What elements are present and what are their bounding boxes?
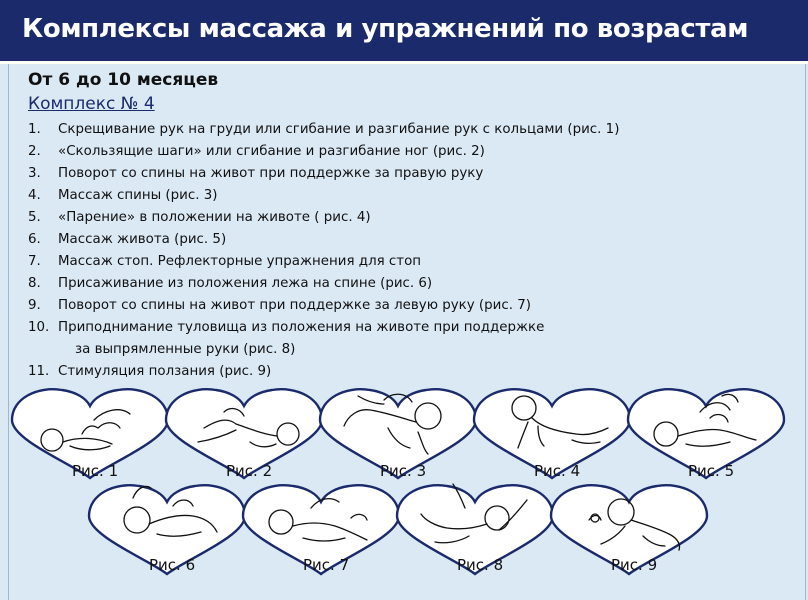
figure-label: Рис. 8 — [457, 556, 504, 574]
complex-heading: Комплекс № 4 — [28, 94, 155, 114]
item-number: 11. — [28, 364, 50, 379]
item-number: 7. — [28, 254, 41, 269]
age-range-heading: От 6 до 10 месяцев — [28, 70, 219, 90]
figure-label: Рис. 2 — [226, 462, 273, 480]
figure-9-heart — [551, 485, 707, 574]
item-number: 4. — [28, 188, 41, 203]
figure-1-heart — [12, 389, 168, 480]
figure-label: Рис. 5 — [688, 462, 735, 480]
item-text: «Скользящие шаги» или сгибание и разгибание ног (рис. 2) — [58, 144, 485, 159]
item-number: 2. — [28, 144, 41, 159]
item-text-continued: за выпрямленные руки (рис. 8) — [75, 342, 296, 357]
figure-7-heart — [243, 485, 399, 574]
figure-3-heart — [320, 389, 476, 480]
item-number: 5. — [28, 210, 41, 225]
item-text: Приподнимание туловища из положения на животе при поддержке — [58, 320, 545, 335]
figure-label: Рис. 4 — [534, 462, 581, 480]
item-text: Скрещивание рук на груди или сгибание и разгибание рук с кольцами (рис. 1) — [58, 122, 620, 137]
figure-2-heart — [166, 389, 322, 480]
item-number: 8. — [28, 276, 41, 291]
item-text: «Парение» в положении на животе ( рис. 4) — [58, 210, 371, 225]
figure-6-heart — [89, 485, 245, 574]
figure-label: Рис. 6 — [149, 556, 196, 574]
item-text: Стимуляция ползания (рис. 9) — [58, 364, 272, 379]
item-number: 3. — [28, 166, 41, 181]
item-text: Присаживание из положения лежа на спине (рис. 6) — [58, 276, 433, 291]
item-text: Массаж стоп. Рефлекторные упражнения для стоп — [58, 254, 422, 269]
figure-label: Рис. 7 — [303, 556, 350, 574]
item-number: 10. — [28, 320, 50, 335]
figure-8-heart — [397, 484, 553, 574]
item-text: Массаж живота (рис. 5) — [58, 232, 227, 247]
figure-4-heart — [474, 389, 630, 480]
item-number: 6. — [28, 232, 41, 247]
figure-label: Рис. 1 — [72, 462, 119, 480]
figure-label: Рис. 3 — [380, 462, 427, 480]
item-number: 9. — [28, 298, 41, 313]
item-text: Массаж спины (рис. 3) — [58, 188, 218, 203]
page-title: Комплексы массажа и упражнений по возрастам — [22, 14, 749, 44]
item-text: Поворот со спины на живот при поддержке за правую руку — [58, 166, 484, 181]
figure-label: Рис. 9 — [611, 556, 658, 574]
item-number: 1. — [28, 122, 41, 137]
item-text: Поворот со спины на живот при поддержке за левую руку (рис. 7) — [58, 298, 531, 313]
figure-5-heart — [628, 389, 784, 480]
